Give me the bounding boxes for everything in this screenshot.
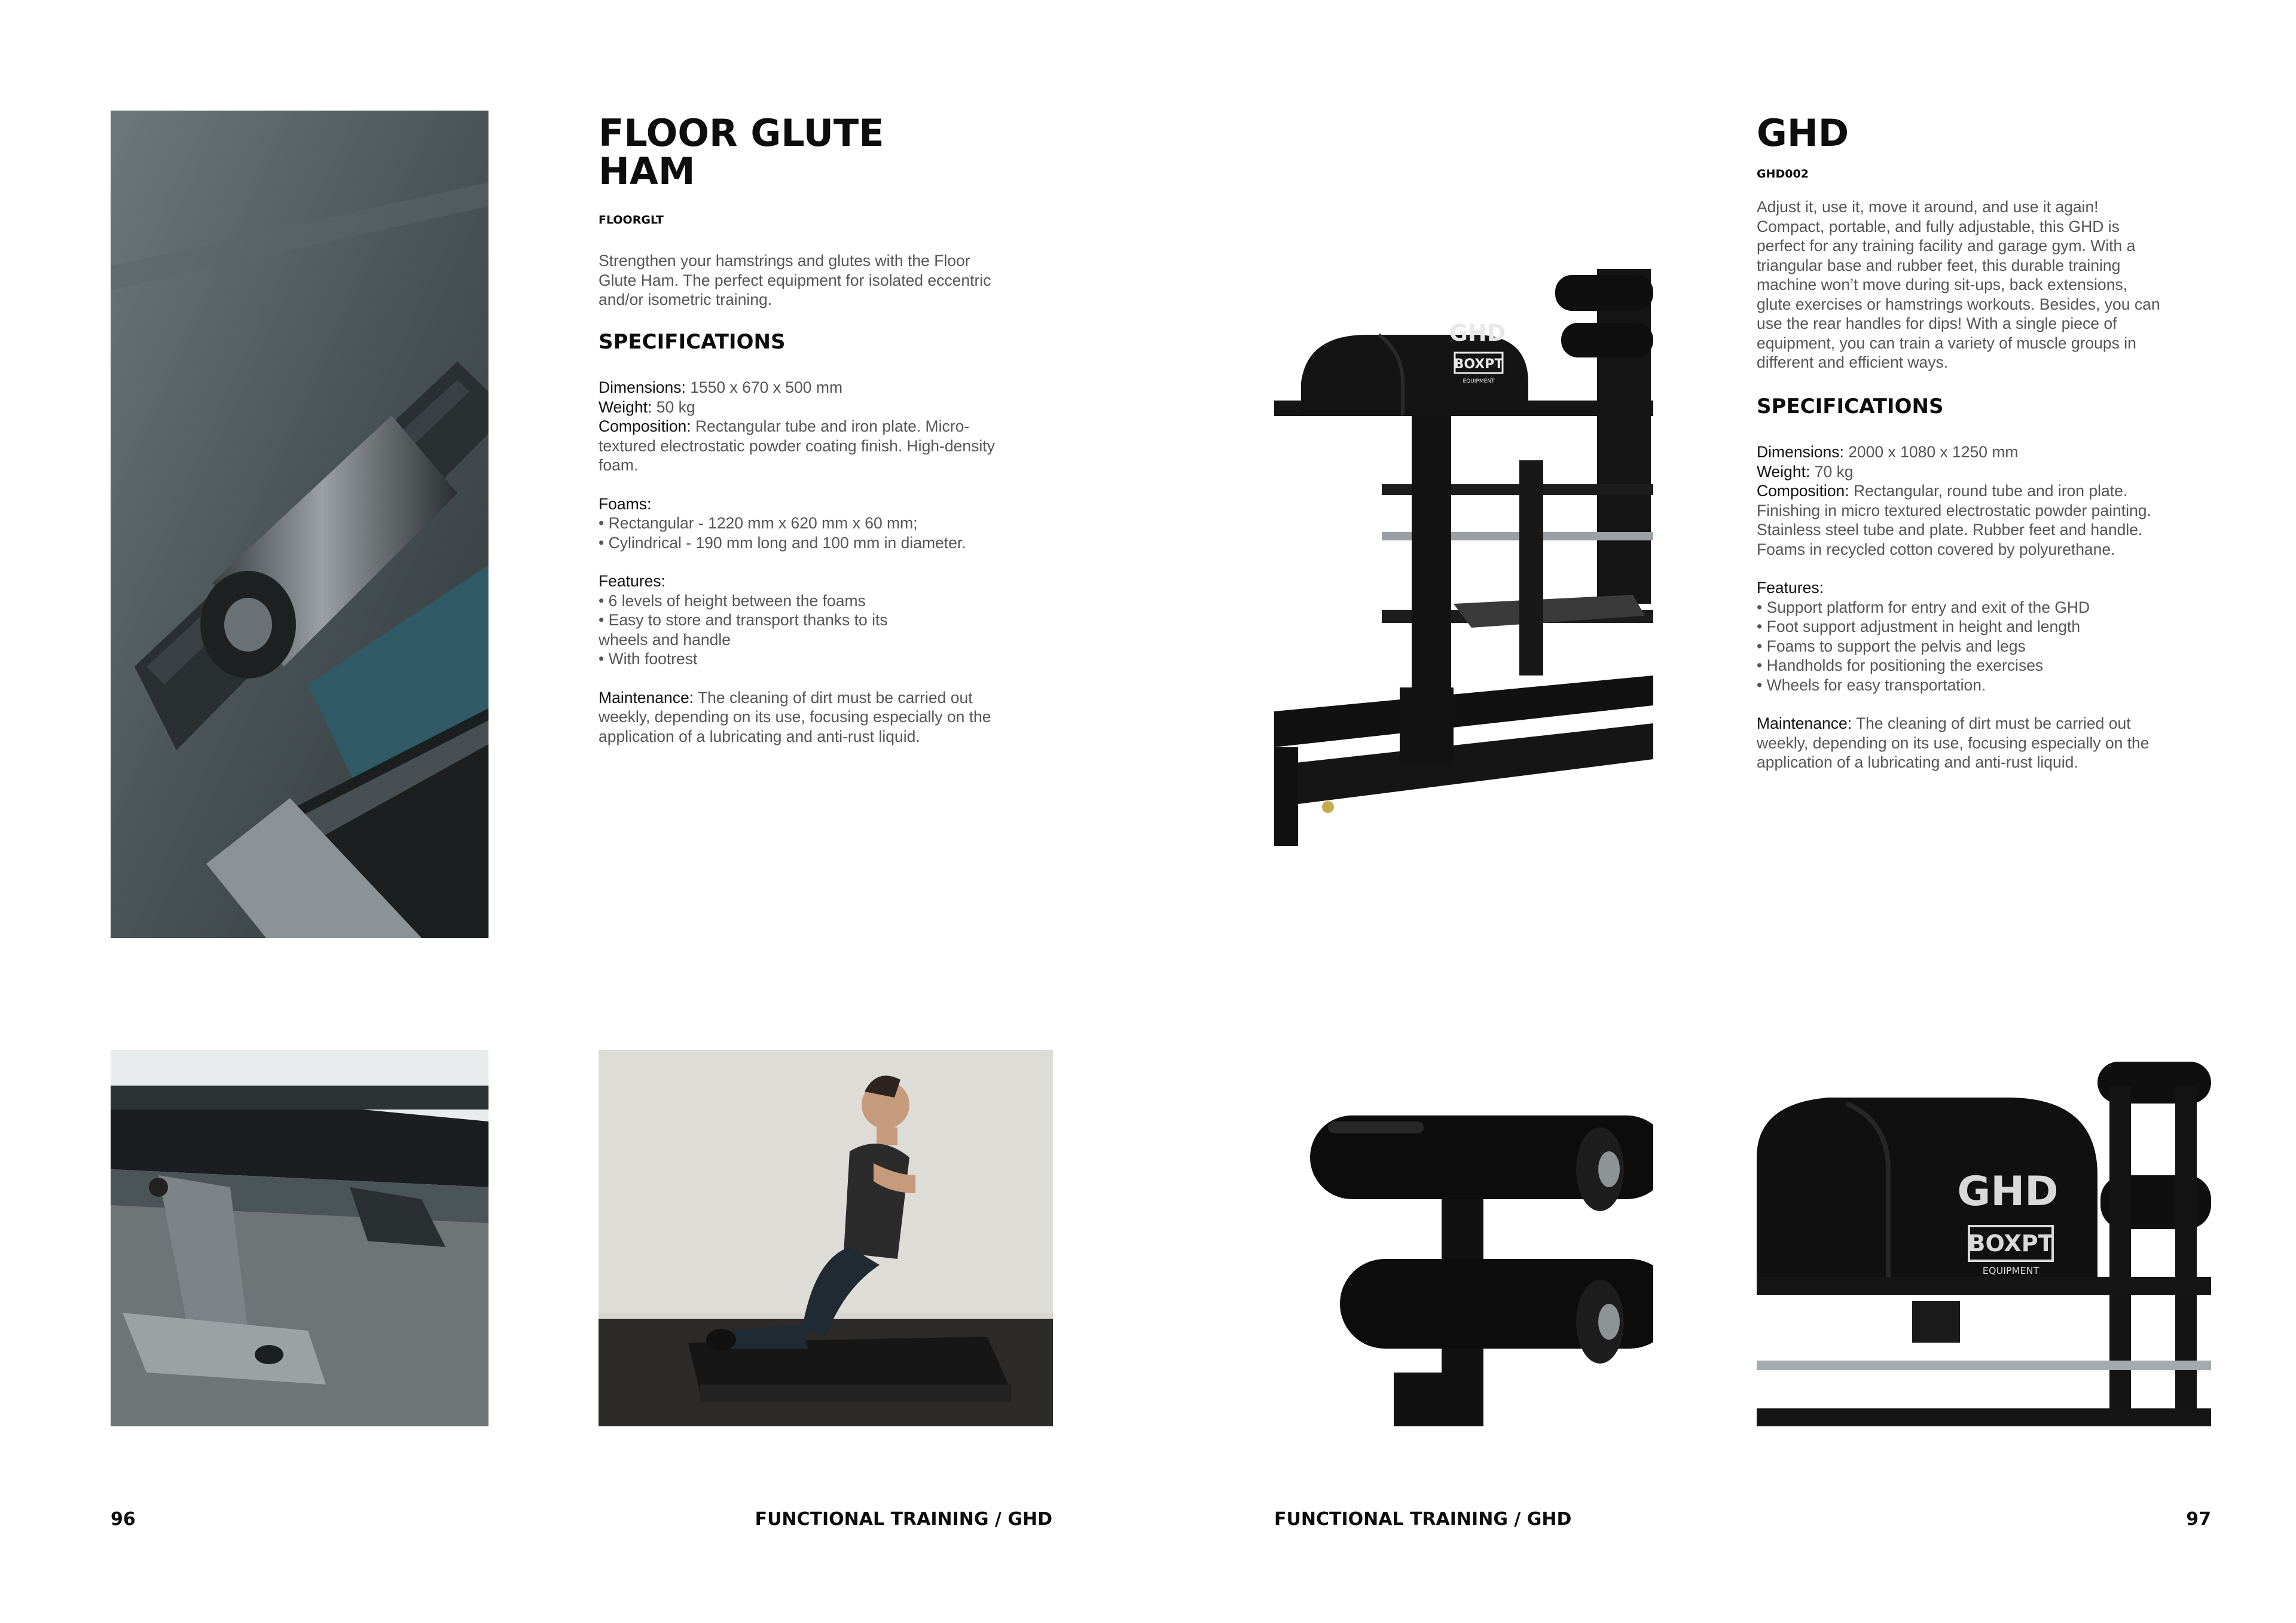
dimensions-row: Dimensions: 1550 x 670 x 500 mm bbox=[599, 378, 843, 396]
ghd-pad-logo-large: GHD bbox=[1957, 1168, 2059, 1215]
floor-glute-ham-description: Strengthen your hamstrings and glutes with the Floor Glute Ham. The perfect equipment for isolated eccentric and/or isometric training. bbox=[599, 252, 991, 308]
floor-glute-ham-specs-heading: SPECIFICATIONS bbox=[599, 330, 786, 354]
boxpt-brand-sub: EQUIPMENT bbox=[1463, 378, 1495, 384]
ghd-description: Adjust it, use it, move it around, and use it again! Compact, portable, and fully adjustable, this GHD is perfect for any training facility and garage gym. With a triangular base and rubber feet, this durable training machine won’t move during sit-ups, back extensions, glute exercises or hamstrings workouts. Besides, you can use the rear handles for dips! With a single piece of equipment, you can train a variety of muscle groups in different and efficient ways. bbox=[1757, 198, 2160, 371]
boxpt-brand-logo-large: BOXPT bbox=[1968, 1230, 2054, 1257]
foams-item: • Cylindrical - 190 mm long and 100 mm in diameter. bbox=[599, 533, 966, 552]
features-item: • 6 levels of height between the foams bbox=[599, 591, 866, 610]
boxpt-brand-logo: BOXPT bbox=[1454, 357, 1504, 372]
features-item: • Wheels for easy transportation. bbox=[1757, 676, 1986, 694]
right-section-title: FUNCTIONAL TRAINING / GHD bbox=[1274, 1509, 1572, 1530]
maintenance-row: Maintenance: The cleaning of dirt must be carried out weekly, depending on its use, focusing especially on the application of a lubricating and anti-rust liquid. bbox=[1757, 714, 2150, 771]
ghd-title: GHD bbox=[1757, 111, 1849, 155]
composition-row: Composition: Rectangular, round tube and iron plate. Finishing in micro textured electrostatic powder painting. Stainless steel tube and plate. Rubber feet and handle. Foams in recycled cotton covered by polyurethane. bbox=[1757, 482, 2151, 558]
left-section-title: FUNCTIONAL TRAINING / GHD bbox=[755, 1509, 1052, 1530]
ghd-code: GHD002 bbox=[1757, 167, 1809, 181]
ghd-machine-photo bbox=[1274, 269, 1653, 846]
foams-label: Foams: bbox=[599, 494, 652, 513]
maintenance-row: Maintenance: The cleaning of dirt must be carried out weekly, depending on its use, focusing especially on the application of a lubricating and anti-rust liquid. bbox=[599, 688, 991, 745]
dimensions-row: Dimensions: 2000 x 1080 x 1250 mm bbox=[1757, 443, 2019, 461]
floor-glute-ham-code: FLOORGLT bbox=[599, 213, 664, 227]
floor-glute-ham-closeup-photo bbox=[111, 111, 488, 938]
weight-row: Weight: 70 kg bbox=[1757, 462, 1854, 481]
features-label: Features: bbox=[1757, 579, 1824, 597]
features-item: • Foot support adjustment in height and length bbox=[1757, 618, 2081, 635]
features-item: • Foams to support the pelvis and legs bbox=[1757, 637, 2026, 655]
features-label: Features: bbox=[599, 572, 665, 590]
floor-glute-ham-title: FLOOR GLUTE HAM bbox=[599, 111, 884, 193]
boxpt-brand-sub-large: EQUIPMENT bbox=[1982, 1265, 2039, 1276]
features-item: • With footrest bbox=[599, 650, 698, 668]
weight-row: Weight: 50 kg bbox=[599, 398, 695, 416]
ghd-specs bbox=[1757, 442, 2163, 772]
woman-training-photo bbox=[599, 1050, 1053, 1426]
right-page-number: 97 bbox=[2186, 1509, 2211, 1530]
left-page-number: 96 bbox=[111, 1509, 136, 1530]
foams-item: • Rectangular - 1220 mm x 620 mm x 60 mm; bbox=[599, 514, 918, 532]
composition-row: Composition: Rectangular tube and iron plate. Micro-textured electrostatic powder coating finish. High-density foam. bbox=[599, 417, 995, 474]
ghd-pad-closeup-photo bbox=[1757, 1050, 2211, 1426]
features-item: • Support platform for entry and exit of the GHD bbox=[1757, 598, 2090, 616]
features-item: • Easy to store and transport thanks to its wheels and handle bbox=[599, 611, 888, 649]
features-item: • Handholds for positioning the exercises bbox=[1757, 656, 2044, 674]
ghd-pad-logo: GHD bbox=[1449, 320, 1506, 346]
bench-base-photo bbox=[111, 1050, 488, 1426]
ghd-specs-heading: SPECIFICATIONS bbox=[1757, 395, 1944, 418]
foot-rollers-photo bbox=[1274, 1050, 1653, 1426]
floor-glute-ham-specs bbox=[599, 378, 1005, 746]
